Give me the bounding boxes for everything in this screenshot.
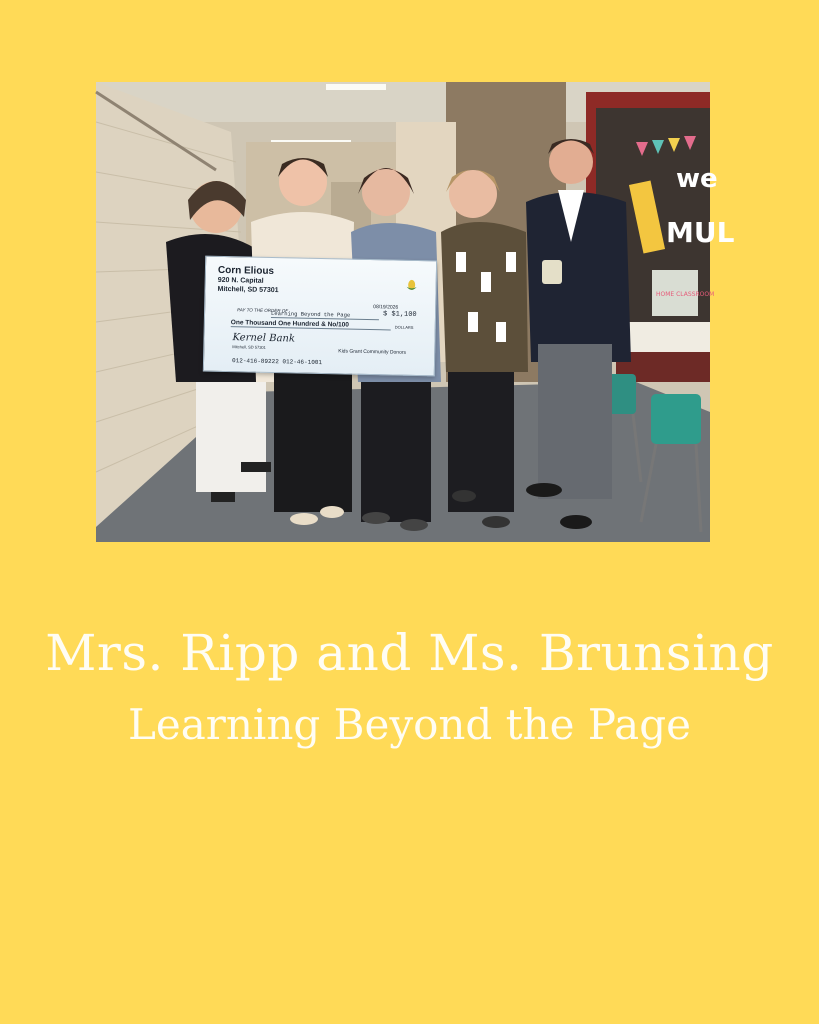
check-dollars-label: DOLLARS: [394, 324, 414, 330]
check-pay-to-label: PAY TO THE ORDER OF: [237, 307, 289, 314]
caption-subtitle: Learning Beyond the Page: [128, 700, 691, 749]
check-payer-name: Corn Elious: [217, 264, 275, 278]
home-classroom-text: HOME CLASSROOM: [656, 291, 715, 298]
check-memo: Kids Grant Community Donors: [338, 348, 407, 356]
coffee-mug: [542, 260, 562, 284]
corn-icon: [406, 279, 418, 293]
oversized-check: [203, 256, 437, 377]
check-amount-words: One Thousand One Hundred & No/100: [231, 319, 391, 330]
bulletin-text-we: we: [676, 164, 718, 194]
check-date: 08/19/2026: [373, 304, 399, 311]
check-bank-name: Kernel Bank: [232, 332, 296, 345]
check-payer-address-line1: 920 N. Capital: [217, 276, 264, 285]
ceiling-light: [326, 84, 386, 90]
check-payer-address-line2: Mitchell, SD 57301: [217, 285, 279, 295]
grant-presentation-photo: [96, 82, 735, 542]
check-payee: Learning Beyond the Page: [271, 310, 379, 320]
caption-title: Mrs. Ripp and Ms. Brunsing: [45, 624, 774, 682]
check-amount: $ $1,100: [382, 310, 417, 320]
check-routing-number: 012-416-89222 012-46-1001: [231, 357, 323, 367]
bulletin-text-mul: MUL: [666, 216, 735, 249]
check-bank-city: Mitchell, SD 57301: [232, 344, 266, 350]
